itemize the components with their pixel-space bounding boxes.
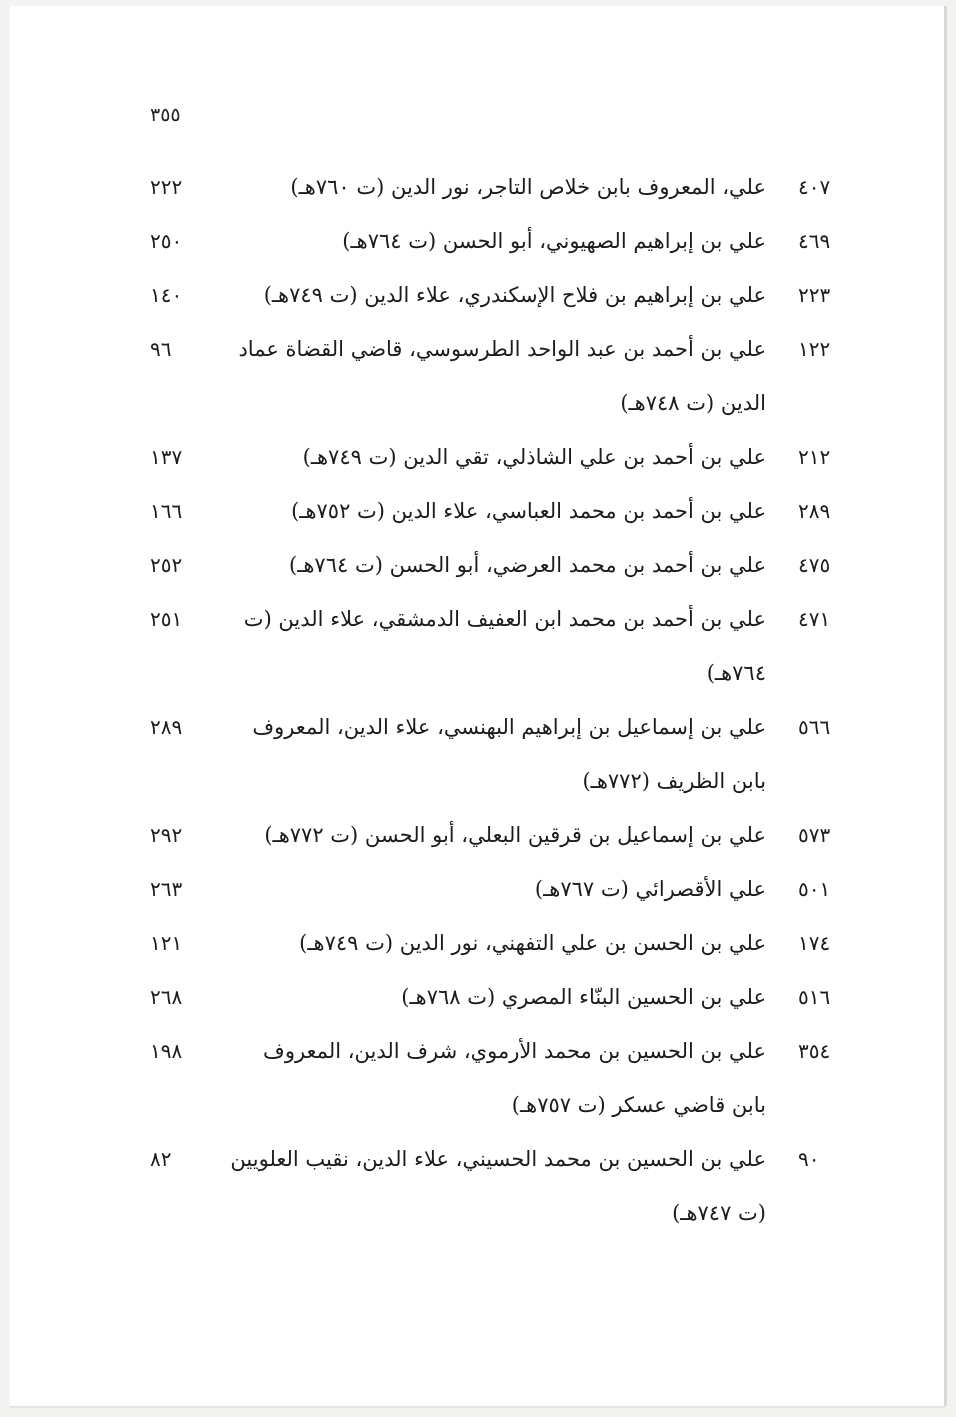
entry-page-ref: ٢٢٢ <box>150 175 183 199</box>
entry-number: ١٧٤ <box>798 931 831 955</box>
entry-text-line: علي بن إبراهيم الصهيوني، أبو الحسن (ت ٧٦٤هـ) <box>342 229 766 253</box>
entry-text-line: علي بن إسماعيل بن إبراهيم البهنسي، علاء الدين، المعروف <box>252 715 766 739</box>
entry-text <box>230 916 766 970</box>
entry-text <box>230 538 766 592</box>
entry-text-line: علي بن الحسين بن محمد الحسيني، علاء الدين، نقيب العلويين <box>230 1147 766 1171</box>
entry-number: ٢٨٩ <box>798 499 831 523</box>
entry-page-ref: ٢٦٨ <box>150 985 183 1009</box>
entry-text-line: بابن الظريف (٧٧٢هـ) <box>582 769 766 793</box>
page-edge <box>944 6 946 1406</box>
entry-text <box>230 700 766 808</box>
entry-page-ref: ٢٥٢ <box>150 553 183 577</box>
entry-text <box>230 862 766 916</box>
entry-number: ٤٦٩ <box>798 229 831 253</box>
entry-text <box>230 214 766 268</box>
entry-page-ref: ٨٢ <box>150 1147 172 1171</box>
entry-text-line: علي بن إسماعيل بن قرقين البعلي، أبو الحسن (ت ٧٧٢هـ) <box>264 823 766 847</box>
entry-text-line: علي بن أحمد بن عبد الواحد الطرسوسي، قاضي القضاة عماد <box>238 337 766 361</box>
entry-page-ref: ٢٥٠ <box>150 229 183 253</box>
entry-page-ref: ٩٦ <box>150 337 172 361</box>
entry-text-line: علي بن الحسين بن محمد الأرموي، شرف الدين، المعروف <box>263 1039 766 1063</box>
entry-text <box>230 322 766 430</box>
entry-text-line: (ت ٧٤٧هـ) <box>672 1201 766 1225</box>
entry-number: ٤٠٧ <box>798 175 831 199</box>
entry-page-ref: ٢٥١ <box>150 607 183 631</box>
entry-text-line: علي بن أحمد بن محمد العرضي، أبو الحسن (ت ٧٦٤هـ) <box>289 553 766 577</box>
entry-text-line: علي بن أحمد بن محمد العباسي، علاء الدين (ت ٧٥٢هـ) <box>291 499 766 523</box>
entry-text <box>230 430 766 484</box>
entry-text <box>230 160 766 214</box>
entry-page-ref: ١٩٨ <box>150 1039 183 1063</box>
entry-text-line: علي، المعروف بابن خلاص التاجر، نور الدين (ت ٧٦٠هـ) <box>290 175 766 199</box>
entry-page-ref: ٢٦٣ <box>150 877 183 901</box>
entry-page-ref: ١٣٧ <box>150 445 183 469</box>
entry-number: ٩٠ <box>798 1147 820 1171</box>
entry-number: ١٢٢ <box>798 337 831 361</box>
entry-number: ٤٧٥ <box>798 553 831 577</box>
entry-number: ٢١٢ <box>798 445 831 469</box>
entry-page-ref: ٢٨٩ <box>150 715 183 739</box>
entry-text <box>230 484 766 538</box>
entry-page-ref: ١٢١ <box>150 931 183 955</box>
entry-number: ٥١٦ <box>798 985 831 1009</box>
entry-text-line: علي الأقصرائي (ت ٧٦٧هـ) <box>534 877 766 901</box>
entry-page-ref: ١٤٠ <box>150 283 183 307</box>
page-number: ٣٥٥ <box>150 104 181 126</box>
entry-text-line: علي بن أحمد بن محمد ابن العفيف الدمشقي، علاء الدين (ت <box>243 607 766 631</box>
entry-text-line: ٧٦٤هـ) <box>706 661 766 685</box>
entry-number: ٥٧٣ <box>798 823 831 847</box>
entry-text-line: علي بن أحمد بن علي الشاذلي، تقي الدين (ت ٧٤٩هـ) <box>302 445 766 469</box>
entry-text <box>230 1132 766 1240</box>
entry-text-line: علي بن إبراهيم بن فلاح الإسكندري، علاء الدين (ت ٧٤٩هـ) <box>263 283 766 307</box>
entry-text-line: علي بن الحسين البنّاء المصري (ت ٧٦٨هـ) <box>401 985 766 1009</box>
entry-text-line: بابن قاضي عسكر (ت ٧٥٧هـ) <box>511 1093 766 1117</box>
entry-text <box>230 1024 766 1132</box>
entry-text <box>230 970 766 1024</box>
entry-text-line: علي بن الحسن بن علي التفهني، نور الدين (ت ٧٤٩هـ) <box>299 931 766 955</box>
entry-text <box>230 592 766 700</box>
entry-page-ref: ١٦٦ <box>150 499 183 523</box>
entry-number: ٣٥٤ <box>798 1039 831 1063</box>
entry-number: ٤٧١ <box>798 607 831 631</box>
entry-text <box>230 268 766 322</box>
entry-number: ٥٦٦ <box>798 715 831 739</box>
entry-number: ٢٢٣ <box>798 283 831 307</box>
entry-text-line: الدين (ت ٧٤٨هـ) <box>620 391 766 415</box>
entry-number: ٥٠١ <box>798 877 831 901</box>
entry-page-ref: ٢٩٢ <box>150 823 183 847</box>
entry-text <box>230 808 766 862</box>
